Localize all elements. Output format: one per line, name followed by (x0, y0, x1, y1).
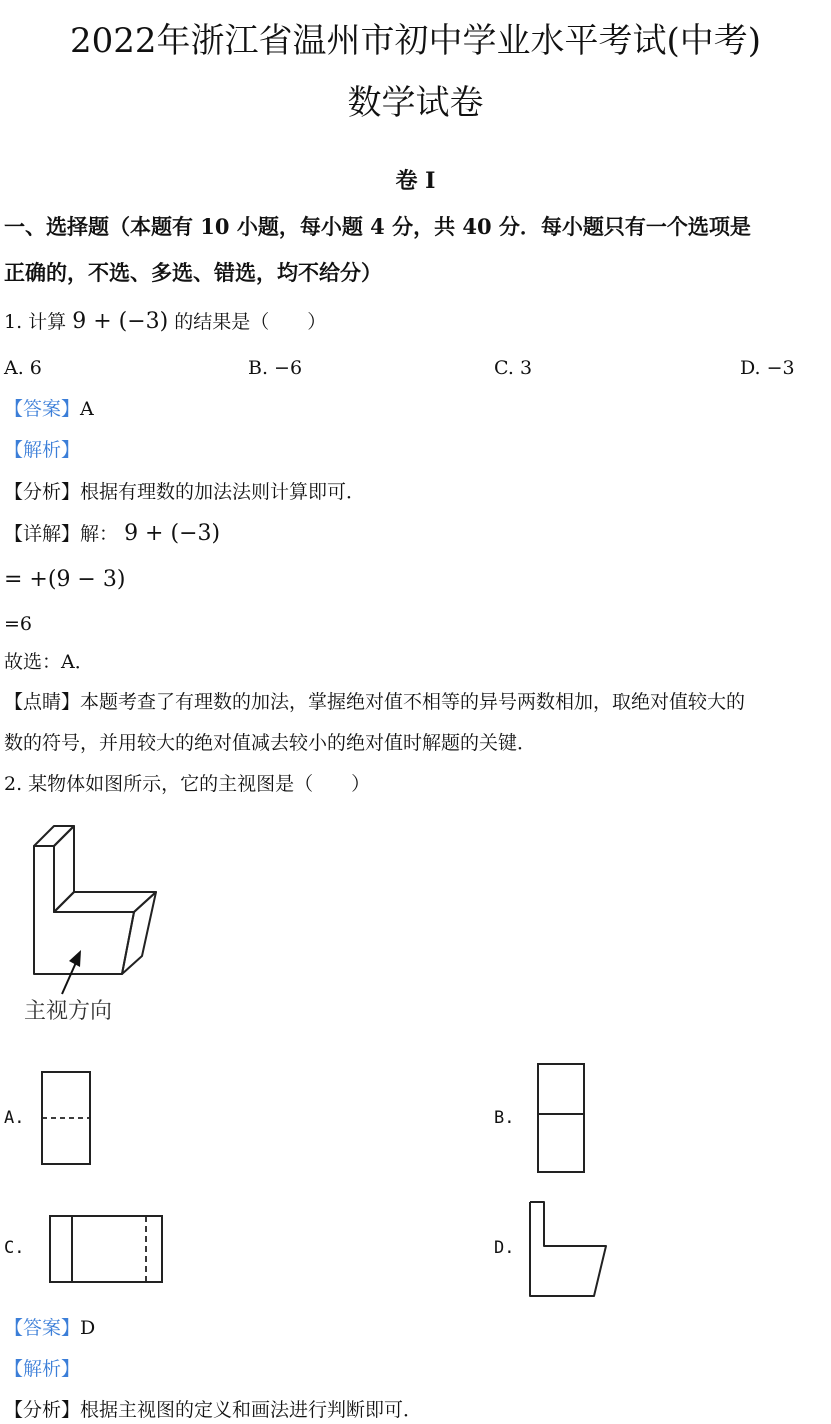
q1-comment-line2: 数的符号，并用较大的绝对值减去较小的绝对值时解题的关键． (4, 732, 537, 754)
q1-answer-value: A (80, 398, 94, 420)
q1-analysis: 【分析】根据有理数的加法法则计算即可． (4, 481, 366, 503)
q2-answer (4, 1314, 95, 1342)
q2-option-a-label: A. (4, 1108, 25, 1128)
exam-title: 2022年浙江省温州市初中学业水平考试(中考) (69, 21, 762, 61)
exam-subtitle: 数学试卷 (347, 83, 484, 123)
q2-option-c-figure (46, 1212, 168, 1288)
q2-analysis: 【分析】根据主视图的定义和画法进行判断即可． (4, 1399, 423, 1421)
q1-answer (4, 395, 94, 423)
section-heading-line2: 正确的，不选、多选、错选，均不给分） (4, 260, 382, 285)
q2-answer-tag: 【答案】 (4, 1317, 81, 1339)
q1-option-b: B. −6 (248, 357, 303, 379)
q1-stem-suffix: 的结果是（ ） (174, 311, 327, 333)
q2-object-figure (18, 818, 168, 990)
q2-answer-value: D (80, 1317, 96, 1339)
q1-option-a: A. 6 (4, 357, 42, 379)
q2-jiexi-tag: 【解析】 (4, 1358, 81, 1380)
q1-stem-prefix: 1. 计算 (4, 311, 67, 333)
q2-stem: 2. 某物体如图所示，它的主视图是（ ） (4, 773, 371, 795)
volume-heading: 卷 I (395, 168, 436, 194)
object-front-face (34, 846, 134, 974)
object-upright-side-face (54, 826, 74, 912)
q1-choice: 故选：A． (4, 651, 94, 673)
q1-option-d: D. −3 (740, 357, 795, 379)
q2-option-c-label: C. (4, 1238, 25, 1258)
q1-comment-line1: 【点睛】本题考查了有理数的加法，掌握绝对值不相等的异号两数相加，取绝对值较大的 (4, 691, 746, 713)
q1-answer-tag: 【答案】 (4, 398, 81, 420)
q1-detail (4, 520, 220, 548)
object-step-top-face (54, 892, 156, 912)
q2-option-b-figure (534, 1060, 590, 1178)
q2-option-d-figure (526, 1198, 612, 1302)
q1-jiexi-tag: 【解析】 (4, 439, 81, 461)
q1-step2: =6 (4, 613, 33, 635)
q1-step1: = +(9 − 3) (4, 567, 126, 592)
q2-figure-caption: 主视方向 (24, 999, 113, 1024)
q2-option-a-figure (38, 1068, 98, 1168)
q1-option-c: C. 3 (494, 357, 533, 379)
q2-option-b-label: B. (494, 1108, 515, 1128)
object-slanted-side-face (122, 892, 156, 974)
q1-stem-math: 9 + (−3) (72, 309, 169, 334)
q1-stem (4, 308, 326, 336)
q2-option-d-label: D. (494, 1238, 515, 1258)
q1-detail-label: 【详解】解： (4, 523, 119, 545)
section-heading-line1: 一、选择题（本题有 10 小题，每小题 4 分，共 40 分．每小题只有一个选项是 (4, 214, 751, 239)
q1-detail-math: 9 + (−3) (124, 521, 221, 546)
object-top-face (34, 826, 74, 846)
